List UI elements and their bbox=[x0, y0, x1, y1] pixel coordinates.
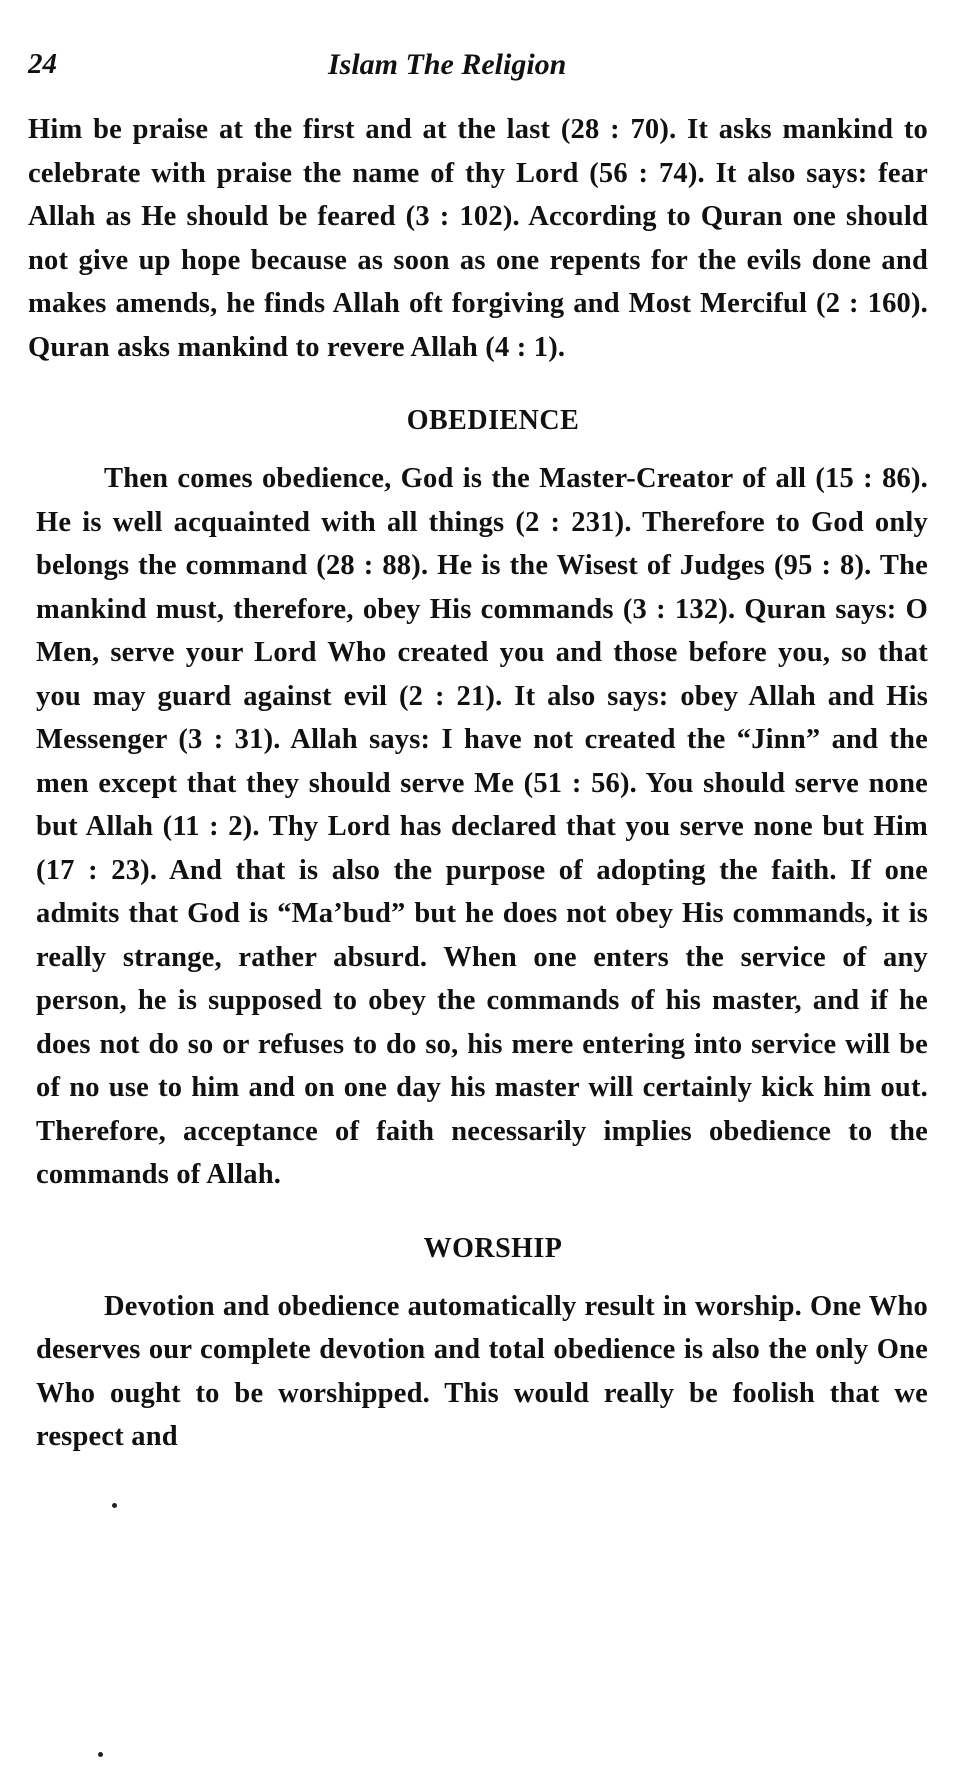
obedience-section bbox=[28, 457, 928, 1197]
obedience-heading: OBEDIENCE bbox=[406, 405, 580, 436]
obedience-paragraph: Then comes obedience, God is the Master-Creator of all (15 : 86). He is well acquainted with all things (2 : 231). Therefore to God only belongs the command (28 : 88). He is the Wisest of Judges (95 : 8). The mankind must, therefore, obey His commands (3 : 132). Quran says: O Men, serve your Lord Who created you and those before you, so that you may guard against evil (2 : 21). It also says: obey Allah and His Messenger (3 : 31). Allah says: I have not created the “Jinn” and the men except that they should serve Me (51 : 56). You should serve none but Allah (11 : 2). Thy Lord has declared that you serve none but Him (17 : 23). And that is also the purpose of adopting the faith. If one admits that God is “Ma’bud” but he does not obey His commands, it is really strange, rather absurd. When one enters the service of any person, he is supposed to obey the commands of his master, and if he does not do so or refuses to do so, his mere entering into service will be of no use to him and on one day his master will certainly kick him out. Therefore, acceptance of faith necessarily implies obedience to the commands of Allah. bbox=[36, 463, 928, 1190]
intro-paragraph: Him be praise at the first and at the last (28 : 70). It asks mankind to celebrate with praise the name of thy Lord (56 : 74). It also says: fear Allah as He should be feared (3 : 102). According to Quran one should not give up hope because as soon as one repents for the evils done and makes amends, he finds Allah oft forgiving and Most Merciful (2 : 160). Quran asks mankind to revere Allah (4 : 1). bbox=[28, 114, 928, 363]
worship-paragraph: Devotion and obedience automatically result in worship. One Who deserves our complete devotion and total obedience is also the only One Who ought to be worshipped. This would really be foolish that we respect and bbox=[36, 1290, 928, 1452]
print-speck bbox=[112, 1503, 117, 1508]
worship-heading: WORSHIP bbox=[423, 1232, 563, 1264]
worship-section bbox=[28, 1285, 928, 1459]
page-number: 24 bbox=[28, 48, 57, 80]
page-header bbox=[28, 40, 928, 100]
book-page bbox=[28, 40, 928, 1740]
running-title: Islam The Religion bbox=[328, 48, 567, 81]
print-speck bbox=[98, 1752, 103, 1757]
